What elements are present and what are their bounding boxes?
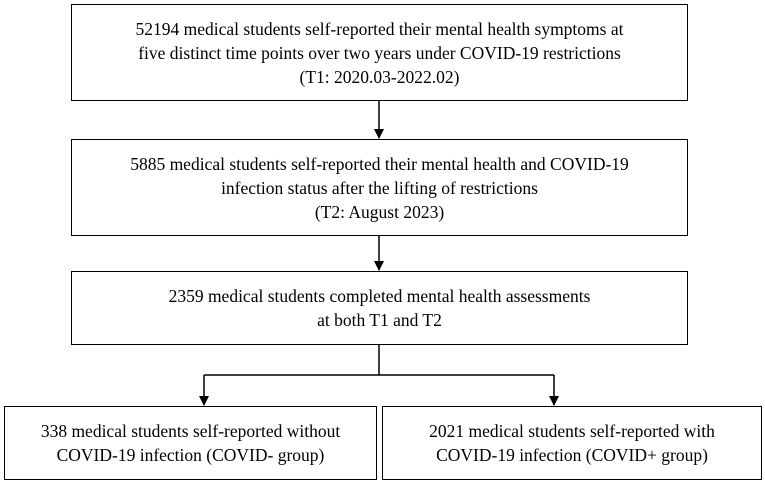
step3-box — [71, 271, 688, 345]
step3-line-2: at both T1 and T2 — [317, 310, 442, 330]
covid-negative-group-box — [4, 406, 377, 480]
step2-box — [71, 139, 688, 236]
covid-negative-line-2: COVID-19 infection (COVID- group) — [56, 445, 325, 465]
covid-positive-group-box — [382, 406, 762, 480]
step2-line-2: infection status after the lifting of restrictions — [221, 177, 538, 198]
step2-line-3: (T2: August 2023) — [314, 201, 445, 222]
covid-positive-line-2: COVID-19 infection (COVID+ group) — [436, 445, 708, 465]
step1-line-3: (T1: 2020.03-2022.02) — [299, 66, 460, 87]
covid-positive-line-1: 2021 medical students self-reported with — [429, 421, 715, 441]
step1-line-1: 52194 medical students self-reported their mental health symptoms at — [135, 18, 624, 39]
covid-negative-line-1: 338 medical students self-reported without — [40, 421, 341, 441]
step1-line-2: five distinct time points over two years under COVID-19 restrictions — [138, 42, 621, 63]
step3-line-1: 2359 medical students completed mental health assessments — [168, 286, 591, 306]
step2-line-1: 5885 medical students self-reported their mental health and COVID-19 — [130, 153, 629, 174]
step1-box — [71, 4, 688, 101]
